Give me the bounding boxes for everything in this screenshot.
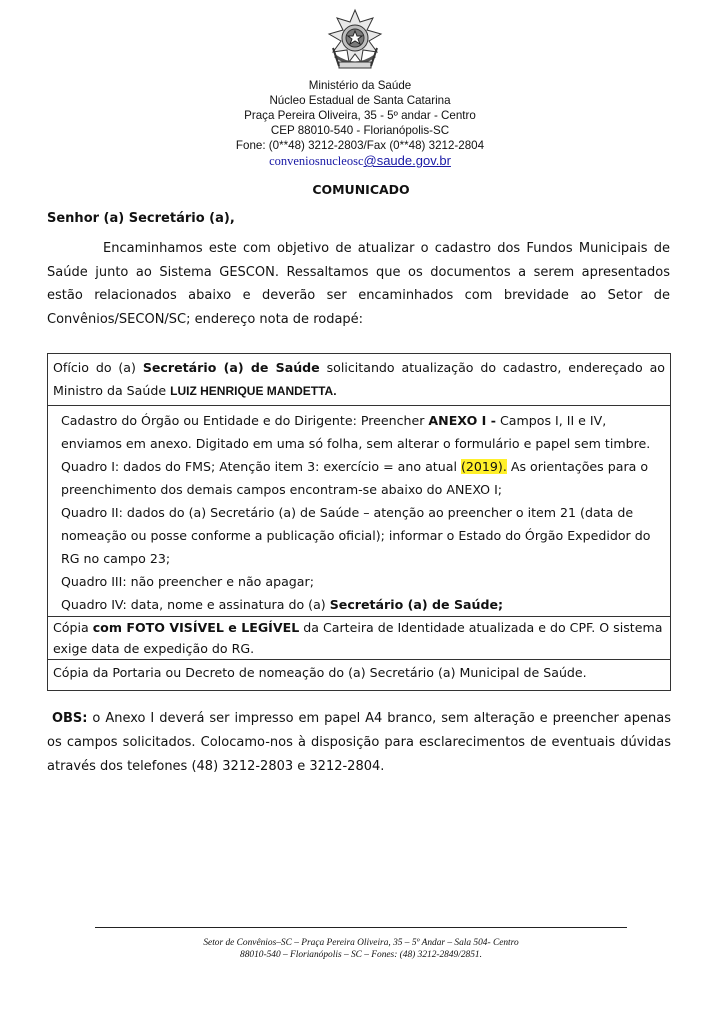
cell-bold: Secretário (a) de Saúde; xyxy=(329,597,504,612)
table-row xyxy=(48,617,671,660)
obs-paragraph xyxy=(47,707,671,779)
highlighted-year: (2019). xyxy=(460,459,507,474)
salutation: Senhor (a) Secretário (a), xyxy=(47,211,235,226)
letterhead xyxy=(150,78,570,169)
minister-name: LUIZ HENRIQUE MANDETTA. xyxy=(170,384,337,398)
letterhead-email-link[interactable] xyxy=(150,153,570,169)
letterhead-cep: CEP 88010-540 - Florianópolis-SC xyxy=(270,124,450,137)
intro-text: Encaminhamos este com objetivo de atualizar o cadastro dos Fundos Municipais de Saúde junto ao Sistema GESCON. Ressaltamos que os documentos a serem apresentados estão relacionados abaixo e deverão ser encaminhados com brevidade ao Setor de Convênios/SECON/SC; endereço nota de rodapé: xyxy=(47,241,670,327)
footer-line-2: 88010-540 – Florianópolis – SC – Fones: (48) 3212-2849/2851. xyxy=(240,950,482,960)
letterhead-address: Praça Pereira Oliveira, 35 - 5º andar - Centro xyxy=(244,109,476,122)
brazil-coat-of-arms-emblem xyxy=(325,8,385,74)
table-row xyxy=(48,354,671,406)
cell-text: Ofício do (a) xyxy=(53,360,143,375)
letterhead-ministry: Ministério da Saúde xyxy=(308,79,412,92)
cell-text: Quadro I: dados do FMS; Atenção item 3: exercício = ano atual xyxy=(61,459,461,474)
letterhead-office: Núcleo Estadual de Santa Catarina xyxy=(269,94,451,107)
cell-bold: Secretário (a) de Saúde xyxy=(142,360,320,375)
cadastro-line-1 xyxy=(61,409,662,455)
cell-text: da Carteira de Identidade atualizada e do CPF. O sistema exige data de expedição do RG. xyxy=(53,620,663,656)
cadastro-line-4: Quadro III: não preencher e não apagar; xyxy=(61,574,314,589)
email-user: conveniosnucleosc xyxy=(269,154,364,168)
cell-text: As orientações para o preenchimento dos demais campos encontram-se abaixo do ANEXO I; xyxy=(61,459,649,497)
obs-label: OBS: xyxy=(51,711,88,726)
cadastro-line-3: Quadro II: dados do (a) Secretário (a) de Saúde – atenção ao preencher o item 21 (data de nomeação ou posse conforme a publicação oficial); informar o Estado do Órgão Expedidor do RG no campo 23; xyxy=(61,505,651,566)
footer-divider xyxy=(95,927,627,928)
cell-text: solicitando atualização do cadastro, endereçado ao Ministro da Saúde xyxy=(53,360,665,398)
cell-text: Quadro IV: data, nome e assinatura do (a) xyxy=(61,597,330,612)
obs-text: o Anexo I deverá ser impresso em papel A4 branco, sem alteração e preencher apenas os campos solicitados. Colocamo-nos à disposição para esclarecimentos de eventuais dúvidas através dos telefones (48) 3212-2803 e 3212-2804. xyxy=(47,711,671,774)
cell-bold: ANEXO I - xyxy=(428,413,496,428)
table-row xyxy=(48,660,671,691)
cadastro-line-2 xyxy=(61,455,662,501)
email-domain: @saude.gov.br xyxy=(363,153,451,168)
requirement-cadastro xyxy=(48,406,671,617)
requirement-oficio xyxy=(48,354,671,406)
intro-paragraph xyxy=(47,237,670,331)
cell-text: Cadastro do Órgão ou Entidade e do Dirigente: Preencher xyxy=(61,413,429,428)
letterhead-phone: Fone: (0**48) 3212-2803/Fax (0**48) 3212-2804 xyxy=(235,139,485,152)
requirements-table xyxy=(47,353,671,691)
cell-bold: com FOTO VISÍVEL e LEGÍVEL xyxy=(92,620,300,635)
cell-text: Cópia xyxy=(53,620,93,635)
footer-line-1: Setor de Convênios–SC – Praça Pereira Oliveira, 35 – 5º Andar – Sala 504- Centro xyxy=(203,938,519,948)
requirement-portaria: Cópia da Portaria ou Decreto de nomeação do (a) Secretário (a) Municipal de Saúde. xyxy=(48,660,671,691)
cadastro-line-5 xyxy=(61,593,662,616)
table-row xyxy=(48,406,671,617)
footer xyxy=(95,937,627,961)
cell-text: Campos I, II e IV, enviamos em anexo. Digitado em uma só folha, sem alterar o formulário e papel sem timbre. xyxy=(61,413,651,451)
document-title: COMUNICADO xyxy=(312,182,410,197)
requirement-identidade xyxy=(48,617,671,660)
